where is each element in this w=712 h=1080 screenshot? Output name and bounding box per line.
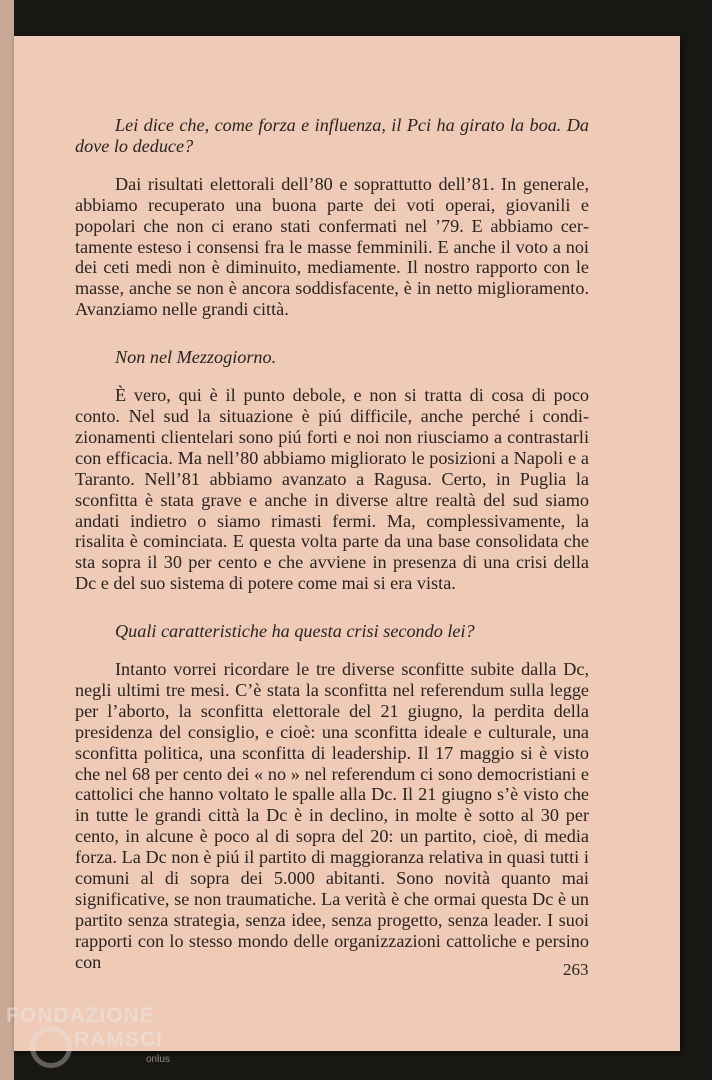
answer-2: È vero, qui è il punto debole, e non si tratta di cosa di poco conto. Nel sud la situazione è piú difficile, anche perché i condizionamenti clientelari sono piú forti e noi non riusciamo a contrastarli con efficacia. Ma nell’80 abbiamo migliorato le posizioni a Napoli e a Taranto. Nell’81 abbiamo avanzato a Ragusa. Certo, in Puglia la sconfitta è stata grave e anche in diverse altre realtà del sud siamo andati indietro o siamo rimasti fermi. Ma, complessivamente, la risalita è cominciata. E questa volta parte da una base consolidata che sta sopra il 30 per cento e che avviene in presenza di una crisi della Dc e del suo sistema di potere come mai si era vista. bbox=[75, 385, 589, 594]
answer-1: Dai risultati elettorali dell’80 e soprattutto dell’81. In generale, abbiamo recuperato una buona parte dei voti operai, giovanili e popolari che non ci erano stati confermati nel ’79. E abbiamo certamente esteso i consensi fra le masse femminili. E anche il voto a noi dei ceti medi non è diminuito, mediamente. Il nostro rapporto con le masse, anche se non è ancora soddisfacente, è in netto miglioramento. Avanziamo nelle grandi città. bbox=[75, 173, 589, 320]
book-page bbox=[14, 36, 680, 1051]
page-text bbox=[75, 115, 589, 973]
question-3: Quali caratteristiche ha questa crisi secondo lei? bbox=[115, 621, 475, 642]
watermark-line-2: RAMSCI bbox=[74, 1028, 163, 1051]
watermark-line-1: FONDAZIONE bbox=[6, 1004, 155, 1027]
watermark-ring-icon bbox=[30, 1026, 72, 1068]
foundation-watermark bbox=[0, 998, 200, 1080]
page-number: 263 bbox=[563, 960, 589, 979]
question-1: Lei dice che, come forza e influenza, il Pci ha girato la boa. Da dove lo deduce? bbox=[75, 115, 589, 156]
adjacent-page-edge bbox=[0, 0, 14, 1080]
watermark-onlus: onlus bbox=[146, 1054, 170, 1065]
question-2: Non nel Mezzogiorno. bbox=[115, 347, 277, 368]
answer-3: Intanto vorrei ricordare le tre diverse sconfitte subite dalla Dc, negli ultimi tre mesi. C’è stata la sconfitta nel referendum sulla legge per l’aborto, la sconfitta elettorale del 21 giugno, la perdita della presidenza del consiglio, e cioè: una sconfitta ideale e culturale, una sconfitta politica, una sconfitta di leadership. Il 17 maggio si è visto che nel 68 per cento dei « no » nel referendum ci sono democristiani e cattolici che hanno voltato le spalle alla Dc. Il 21 giugno s’è visto che in tutte le grandi città la Dc è in declino, in molte è sotto al 30 per cento, in alcune è poco al di sopra del 20: un partito, cioè, di media forza. La Dc non è piú il partito di maggioranza relativa in quasi tutti i comuni al di sopra dei 5.000 abitanti. Sono novità quanto mai significative, se non traumatiche. La verità è che ormai questa Dc è un partito senza strategia, senza idee, senza progetto, senza leader. I suoi rapporti con lo stesso mondo delle organizzazioni cattoliche e persino con bbox=[75, 659, 589, 972]
